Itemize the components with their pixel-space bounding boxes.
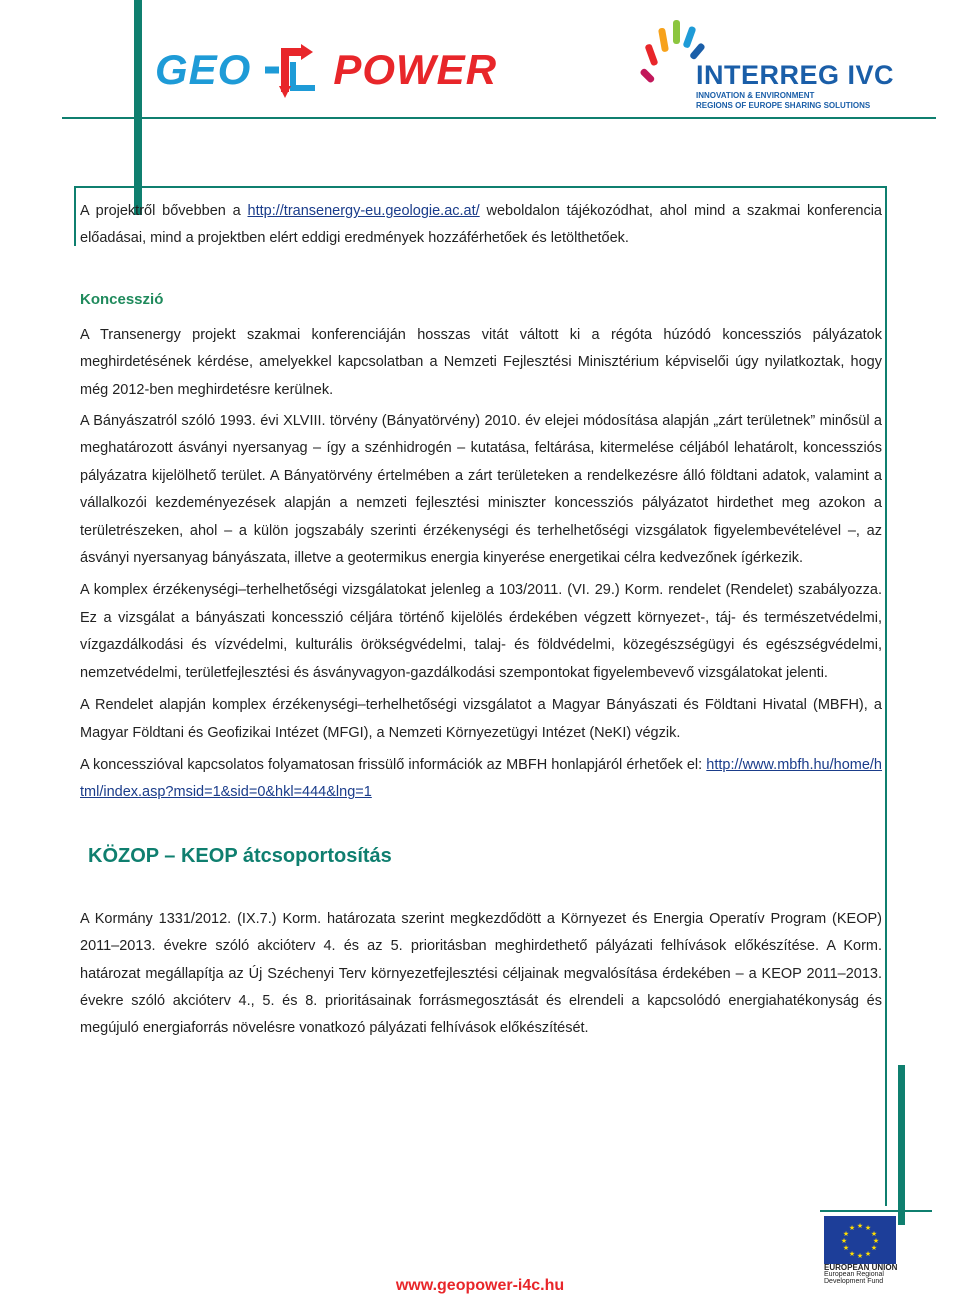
frame-left-line xyxy=(74,186,76,246)
koncesszio-paragraph-4: A Rendelet alapján komplex érzékenységi–terhelhetőségi vizsgálatot a Magyar Bányászati és Földtani Hivatal (MBFH), a Magyar Földtani és Geofizikai Intézet (MFGI), a Nemzeti Környezetügyi Intézet (NeKI) végzik. xyxy=(80,697,882,741)
frame-top-line xyxy=(74,186,886,188)
decorative-bar-right xyxy=(898,1065,905,1225)
koncesszio-paragraph-1: A Transenergy projekt szakmai konferenciáján hosszas vitát váltott ki a régóta húzódó koncessziós pályázatok meghirdetésének kérdése, amelyekkel kapcsolatban a Nemzeti Fejlesztési Minisztérium képviselői úgy nyilatkoztak, hogy még 2012-ben meghirdetésre kerülnek. xyxy=(80,326,882,398)
svg-text:★: ★ xyxy=(864,1250,872,1258)
transenergy-link[interactable]: http://transenergy-eu.geologie.ac.at/ xyxy=(247,203,480,219)
decorative-bar-left xyxy=(134,0,142,215)
footer-divider xyxy=(820,1210,932,1212)
koncesszio-p5-text: A koncesszióval kapcsolatos folyamatosan frissülő információk az MBFH honlapjáról érhetőek el: xyxy=(80,756,707,773)
logo-text-power: POWER xyxy=(333,46,498,93)
svg-text:★: ★ xyxy=(870,1244,878,1252)
eu-caption-line2: European Regional xyxy=(824,1271,884,1278)
logo-text-geo: GEO xyxy=(155,46,252,93)
geo-power-logo xyxy=(155,40,497,100)
intro-text-after: weboldalon tájékozódhat, ahol mind a szakmai konferencia előadásai, mind a projektben elért eddigi eredmények hozzáférhetőek és letölthetőek. xyxy=(80,203,883,247)
kozop-paragraph-1: A Kormány 1331/2012. (IX.7.) Korm. határozata szerint megkezdődött a Környezet és Energia Operatív Program (KEOP) 2011–2013. évekre szóló akcióterv 4. és az 5. prioritásban meghirdethető pályázati felhívások előkészítése. A Korm. határozat megállapítja az Új Széchenyi Terv környezetfejlesztési céljainak megvalósítása érdekében – a KEOP 2011–2013. évekre szóló akcióterv 4., 5. és 8. prioritásainak forrásmegosztását és elrendeli a kapcsolódó energiahatékonyság és megújuló energiaforrás növelésre vonatkozó pályázati felhívások előkészítését. xyxy=(80,910,882,1037)
koncesszio-paragraph-3: A komplex érzékenységi–terhelhetőségi vizsgálatokat jelenleg a 103/2011. (VI. 29.) Korm. rendelet (Rendelet) szabályozza. Ez a vizsgálat a bányászati koncesszió céljára történő kijelölés érdekében végzett környezet-, táj- és természetvédelmi, vízgazdálkodási és vízvédelmi, kulturális örökségvédelmi, talaj- és földvédelmi, közegészségügyi és egészségvédelmi, nemzetvédelmi, területfejlesztési és ásványvagyon-gazdálkodási szempontokat figyelembevevő vizsgálatokat jelenti. xyxy=(80,582,882,681)
frame-right-line xyxy=(885,186,887,1206)
svg-text:★: ★ xyxy=(842,1244,850,1252)
svg-text:★: ★ xyxy=(870,1230,878,1238)
interreg-subtitle-line1: INNOVATION & ENVIRONMENT xyxy=(696,91,815,100)
eu-flag xyxy=(824,1216,896,1264)
koncesszio-paragraph-2: A Bányászatról szóló 1993. évi XLVIII. törvény (Bányatörvény) 2010. év elejei módosítása alapján „zárt területnek” minősül a meghatározott ásványi nyersanyag – így a szénhidrogén – kutatása, feltárása, kitermelése céljából lehatárolt, koncessziós pályázatra kijelölhető terület. A Bányatörvény értelmében a zárt területeken a rendelkezésre álló földtani adatok, valamint a vállalkozói kezdeményezések alapján a nemzeti fejlesztési miniszter koncessziós pályázatot hirdethet meg azokon a területrészeken, ahol – a külön jogszabály szerinti érzékenységi és terhelhetőségi vizsgálatok figyelembevételével –, az ásványi nyersanyag bányászata, illetve a geotermikus energia kinyerése energetikai célra kedvezőnek ígérkezik. xyxy=(80,413,882,567)
svg-text:★: ★ xyxy=(872,1237,880,1245)
intro-paragraph xyxy=(80,198,882,253)
eu-caption-line3: Development Fund xyxy=(824,1278,884,1285)
section-title-kozop: KÖZOP – KEOP átcsoportosítás xyxy=(88,844,392,867)
eu-caption-line1: EUROPEAN UNION xyxy=(824,1263,898,1272)
interreg-subtitle xyxy=(696,91,870,111)
koncesszio-paragraph-5 xyxy=(80,752,882,807)
svg-text:★: ★ xyxy=(848,1250,856,1258)
svg-text:★: ★ xyxy=(864,1224,872,1232)
svg-text:★: ★ xyxy=(842,1230,850,1238)
eu-stars-icon xyxy=(824,1216,896,1264)
interreg-subtitle-line2: REGIONS OF EUROPE SHARING SOLUTIONS xyxy=(696,101,871,110)
section-title-koncesszio: Koncesszió xyxy=(80,290,164,308)
svg-text:★: ★ xyxy=(856,1252,864,1260)
header-divider xyxy=(62,117,936,119)
svg-text:★: ★ xyxy=(840,1237,848,1245)
svg-text:★: ★ xyxy=(856,1222,864,1230)
footer-url[interactable]: www.geopower-i4c.hu xyxy=(395,1277,565,1294)
intro-text-before: A projektről bővebben a xyxy=(80,203,248,219)
mbfh-link[interactable]: http://www.mbfh.hu/home/html/index.asp?msid=1&sid=0&hkl=444&lng=1 xyxy=(80,756,882,801)
interreg-title: INTERREG IVC xyxy=(696,60,895,90)
svg-text:★: ★ xyxy=(848,1224,856,1232)
geo-power-mark-icon xyxy=(257,40,327,100)
main-content xyxy=(80,198,882,1043)
interreg-logo xyxy=(640,14,920,114)
